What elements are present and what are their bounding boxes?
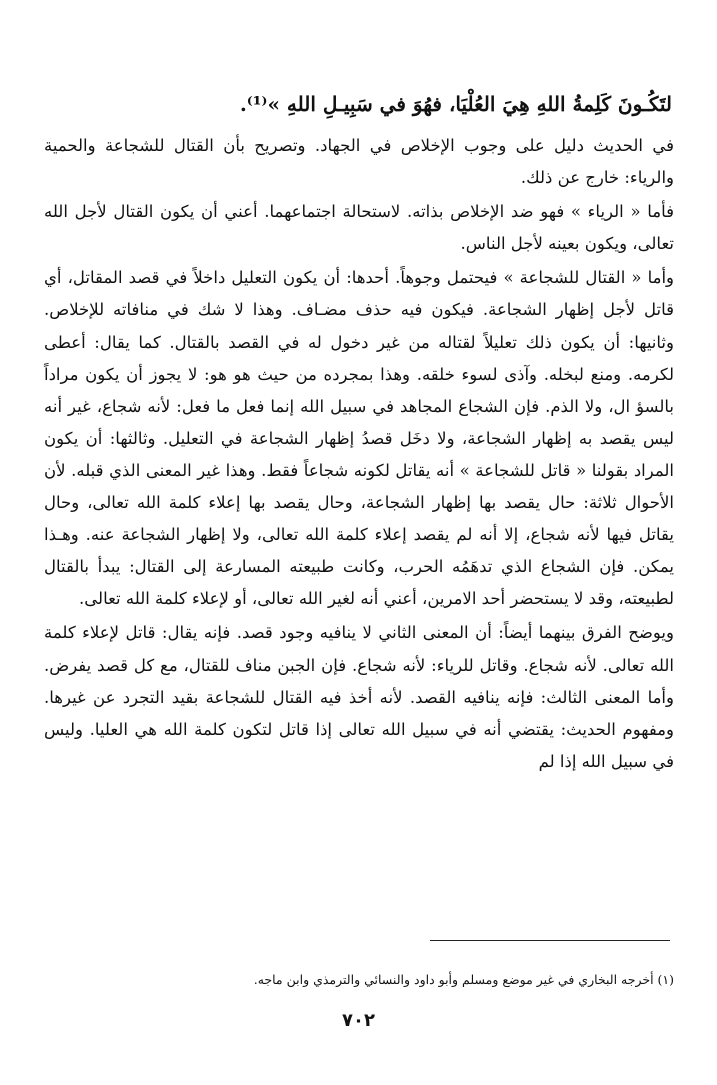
paragraph-2: فأما « الرياء » فهو ضد الإخلاص بذاته. لاستحالة اجتماعهما. أعني أن يكون القتال لأجل الله تعالى، ويكون بعينه لأجل الناس. <box>44 202 674 254</box>
paragraph-1: في الحديث دليل على وجوب الإخلاص في الجهاد. وتصريح بأن القتال للشجاعة والحمية والرياء: خارج عن ذلك. <box>44 136 674 188</box>
footnote-divider <box>430 940 670 941</box>
main-text <box>44 84 674 778</box>
paragraph-4: ويوضح الفرق بينهما أيضاً: أن المعنى الثاني لا ينافيه وجود قصد. فإنه يقال: قاتل لإعلاء كلمة الله تعالى. لأنه شجاع. وقاتل للرياء: لأنه شجاع. فإن الجبن مناف للقتال، مع كل قصد يفرض. وأما المعنى الثالث: فإنه ينافيه القصد. لأنه أخذ فيه القتال للشجاعة بقيد التجرد عن غيرها. ومفهوم الحديث: يقتضي أنه في سبيل الله تعالى إذا قاتل لتكون كلمة الله هي العليا. وليس في سبيل الله إذا لم <box>44 623 674 771</box>
page-number: ٧٠٢ <box>342 1010 375 1031</box>
paragraph-3: وأما « القتال للشجاعة » فيحتمل وجوهاً. أحدها: أن يكون التعليل داخلاً في قصد المقاتل، أي قاتل لأجل إظهار الشجاعة. فيكون فيه حذف مضـاف. وهذا لا شك في منافاته للإخلاص. وثانيها: أن يكون ذلك تعليلاً لقتاله من غير دخول له في القصد بالقتال. كما يقال: أعطى لكرمه. ومنع لبخله. وآذى لسوء خلقه. وهذا بمجرده من حيث هو هو: لا يجوز أن يكون مراداً بالسؤ ال، ولا الذم. فإن الشجاع المجاهد في سبيل الله إنما فعل ما فعل: لأنه شجاع، غير أنه ليس يقصد به إظهار الشجاعة، ولا دخَل قصدُ إظهار الشجاعة في التعليل. وثالثها: أن يكون المراد بقولنا « قاتل للشجاعة » أنه يقاتل لكونه شجاعاً فقط. وهذا غير المعنى الذي قبله. لأن الأحوال ثلاثة: حال يقصد بها إظهار الشجاعة، وحال يقصد بها إعلاء كلمة الله تعالى، وحال يقاتل فيها لأنه شجاع، إلا أنه لم يقصد إعلاء كلمة الله تعالى، ولا إظهار الشجاعة عنه. وهـذا يمكن. فإن الشجاع الذي تدهَمُه الحرب، وكانت طبيعته المسارعة إلى القتال: يبدأ بالقتال لطبيعته، وقد لا يستحضر أحد الامرين، أعني أنه لغير الله تعالى، أو لإعلاء كلمة الله تعالى. <box>44 268 674 609</box>
footnote: (١) أخرجه البخاري في غير موضع ومسلم وأبو داود والنسائي والترمذي وابن ماجه. <box>253 972 674 987</box>
hadith-verse-line: لتَكُـونَ كَلِمةُ اللهِ هِيَ العُلْيَا، فهُوَ في سَبِيـلِ اللهِ »⁽¹⁾. <box>239 92 672 116</box>
